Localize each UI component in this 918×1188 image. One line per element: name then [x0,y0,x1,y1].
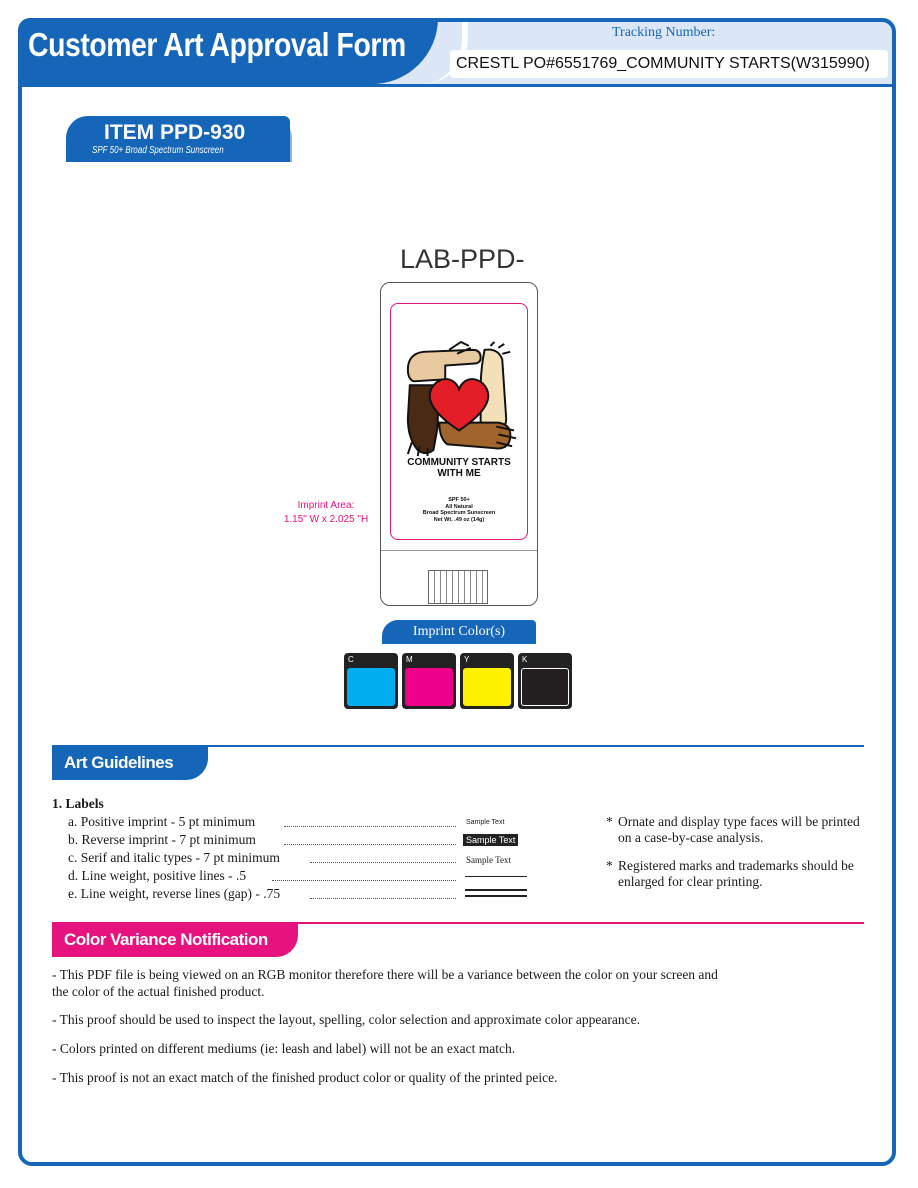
swatch-fill [521,668,569,706]
tracking-number-value: CRESTL PO#6551769_COMMUNITY STARTS(W315990) [450,50,888,78]
swatch-black [518,653,572,709]
art-guidelines-title: Art Guidelines [64,753,174,772]
stick-twist-base [428,570,488,604]
imprint-area-note [272,499,380,527]
guideline-a: a. Positive imprint - 5 pt minimum [68,814,256,829]
color-variance-title: Color Variance Notification [64,930,268,949]
imprint-fine-print [392,497,526,523]
tracking-number-label: Tracking Number: [612,25,716,40]
fine-print-line2: All Natural [445,503,473,510]
sample-positive: Sample Text [466,819,505,826]
fine-print-line1: SPF 50+ [448,497,470,503]
leader-dots [284,844,456,845]
imprint-area-label: Imprint Area: [297,500,355,511]
item-title: ITEM PPD-930 [104,121,246,144]
note-ornate-type [606,814,868,846]
imprint-headline-line1: COMMUNITY STARTS [407,457,511,468]
variance-line-2: - This proof should be used to inspect the layout, spelling, color selection and approximate color appearance. [52,1012,640,1027]
note-registered-marks [606,858,868,890]
imprint-headline-line2: WITH ME [437,468,481,479]
sample-reverse: Sample Text [463,834,518,846]
swatch-fill [463,668,511,706]
swatch-magenta [402,653,456,709]
bullet: * [606,814,613,829]
sample-serif: Sample Text [466,855,511,865]
community-hands-heart-logo [400,340,518,458]
swatch-fill [347,668,395,706]
leader-dots [310,862,456,863]
imprint-area-size: 1.15" W x 2.025 "H [283,514,369,525]
guideline-c: c. Serif and italic types - 7 pt minimum [68,850,280,865]
guideline-d: d. Line weight, positive lines - .5 [68,868,247,883]
sample-reverse-line-bottom [465,895,527,897]
swatch-letter: Y [464,655,470,664]
leader-dots [284,826,456,827]
form-title: Customer Art Approval Form [28,26,406,63]
stick-base-line [381,550,537,551]
imprint-colors-label: Imprint Color(s) [412,624,506,639]
fine-print-line4: Net Wt. .49 oz (14g) [433,516,485,523]
swatch-yellow [460,653,514,709]
product-code: LAB-PPD- [400,244,525,274]
leader-dots [272,880,456,881]
swatch-cyan [344,653,398,709]
guideline-b: b. Reverse imprint - 7 pt minimum [68,832,256,847]
swatch-letter: K [522,655,528,664]
variance-line-1: - This PDF file is being viewed on an RGB monitor therefore there will be a variance between the color on your screen and the color of the actual finished product. [52,967,718,999]
variance-line-4: - This proof is not an exact match of the finished product color or quality of the printed peice. [52,1070,558,1085]
fine-print-line3: Broad Spectrum Sunscreen [422,510,496,516]
note-text: Ornate and display type faces will be printed on a case-by-case analysis. [618,814,860,845]
swatch-letter: M [406,655,413,664]
sample-positive-line [465,876,527,877]
imprint-headline [392,457,526,479]
swatch-letter: C [348,655,354,664]
swatch-fill [405,668,453,706]
item-subtitle: SPF 50+ Broad Spectrum Sunscreen [92,145,224,156]
bullet: * [606,858,613,873]
variance-line-3: - Colors printed on different mediums (ie: leash and label) will not be an exact match. [52,1041,516,1056]
guideline-e: e. Line weight, reverse lines (gap) - .75 [68,886,281,901]
sample-reverse-line-top [465,889,527,891]
labels-heading: 1. Labels [52,796,104,811]
note-text: Registered marks and trademarks should be enlarged for clear printing. [618,858,854,889]
leader-dots [310,898,456,899]
